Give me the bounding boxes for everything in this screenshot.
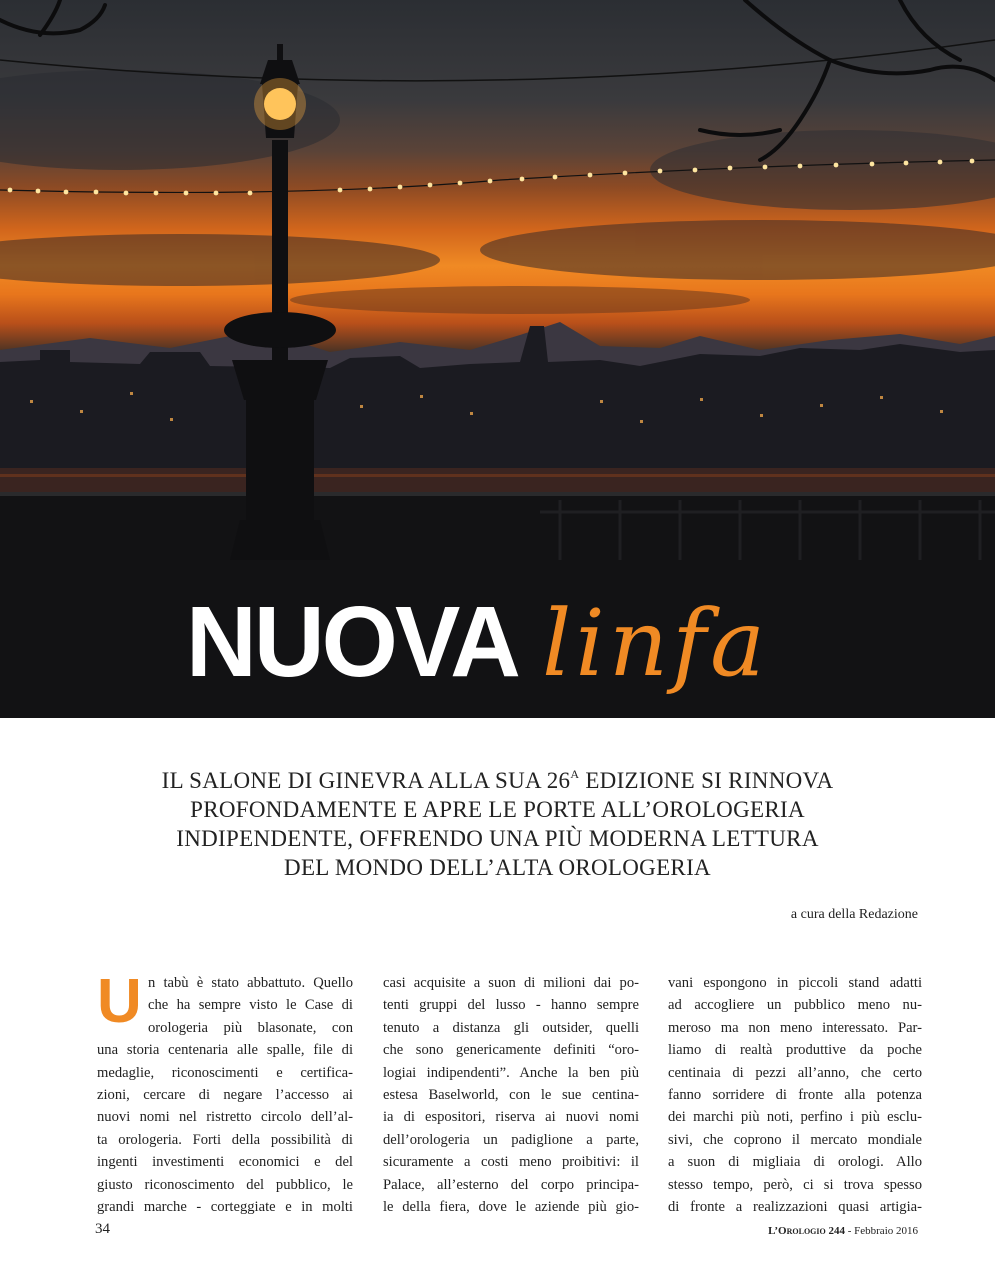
text-line: una storia centenaria alle spalle, file di (97, 1042, 353, 1059)
text-line: fanno sorridere di fronte alla potenza (668, 1087, 922, 1104)
page-number: 34 (95, 1221, 110, 1237)
text-line: tenti gruppi del lusso - hanno sempre (383, 997, 639, 1014)
text-line: nuovi nomi nel ristretto circolo dell’al- (97, 1109, 353, 1126)
body-column-2 (383, 972, 639, 1218)
deck-line-2: PROFONDAMENTE E APRE LE PORTE ALL’OROLOGERIA (190, 797, 805, 822)
text-line: ad accogliere un pubblico meno nu- (668, 997, 922, 1014)
text-line: orologeria più blasonate, con (148, 1019, 353, 1036)
deck-line-1: IL SALONE DI GINEVRA ALLA SUA $26^A$ EDIZIONE SI RINNOVA (161, 767, 834, 793)
text-line: tenuto a distanza gli outsider, quelli (383, 1019, 639, 1036)
issue-date: - Febbraio 2016 (844, 1225, 918, 1237)
body-column-3 (668, 972, 922, 1218)
text-line: Palace, all’esterno del corpo principa- (383, 1176, 639, 1193)
text-line: le della fiera, dove le aziende più gio- (383, 1199, 639, 1216)
drop-cap: U (97, 967, 142, 1036)
deck-line-4: DEL MONDO DELL’ALTA OROLOGERIA (284, 855, 711, 880)
text-line: grandi marche - corteggiate e in molti (97, 1199, 353, 1216)
text-line: logiai indipendenti”. Anche la ben più (383, 1064, 639, 1081)
magazine-name: L’Orologio 244 (768, 1225, 845, 1237)
text-line: di fronte a realizzazioni quasi artigia- (668, 1199, 922, 1216)
text-line: ia di espositori, riserva ai nuovi nomi (383, 1109, 639, 1126)
text-line: n tabù è stato abbattuto. Quello (148, 975, 353, 991)
text-line: medaglie, riconoscimenti e certifica- (97, 1064, 353, 1081)
text-line: vani espongono in piccoli stand adatti (668, 975, 922, 991)
text-line: casi acquisite a suon di milioni dai po- (383, 975, 639, 991)
magazine-footer (768, 1225, 918, 1237)
text-line: centinaia di pezzi all’anno, che certo (668, 1064, 922, 1081)
text-line: giusto riconoscimento del pubblico, le (97, 1176, 353, 1193)
deck-line-3: INDIPENDENTE, OFFRENDO UNA PIÙ MODERNA LETTURA (176, 826, 819, 851)
text-line: sivi, che coprono il mercato mondiale (668, 1131, 922, 1148)
title-word-linfa: linfa (542, 590, 769, 697)
title-word-nuova: NUOVA (186, 586, 518, 698)
text-line: zioni, cercare di negare l’accesso ai (97, 1087, 353, 1104)
text-line: stesso tempo, però, ci si trova spesso (668, 1176, 922, 1193)
text-line: dei marchi più noti, perfino i più esclu- (668, 1109, 922, 1126)
text-line: che sono genericamente definiti “oro- (383, 1042, 639, 1059)
body-column-1 (97, 967, 353, 1218)
text-line: dell’orologeria un padiglione a parte, (383, 1131, 639, 1148)
text-line: sicuramente a costi meno proibitivi: il (383, 1154, 639, 1171)
text-line: che ha sempre visto le Case di (148, 997, 353, 1014)
article-deck (90, 760, 905, 882)
lake (0, 468, 995, 494)
text-line: liamo di realtà produttive da poche (668, 1042, 922, 1059)
text-line: ta orologeria. Forti della possibilità di (97, 1131, 353, 1148)
text-line: ingenti investimenti economici e del (97, 1154, 353, 1171)
text-line: meroso ma non meno interessato. Par- (668, 1019, 922, 1036)
text-line: estesa Baselworld, con le sue centina- (383, 1087, 639, 1104)
byline: a cura della Redazione (790, 907, 918, 922)
text-line: a suon di migliaia di orologi. Allo (668, 1154, 922, 1171)
